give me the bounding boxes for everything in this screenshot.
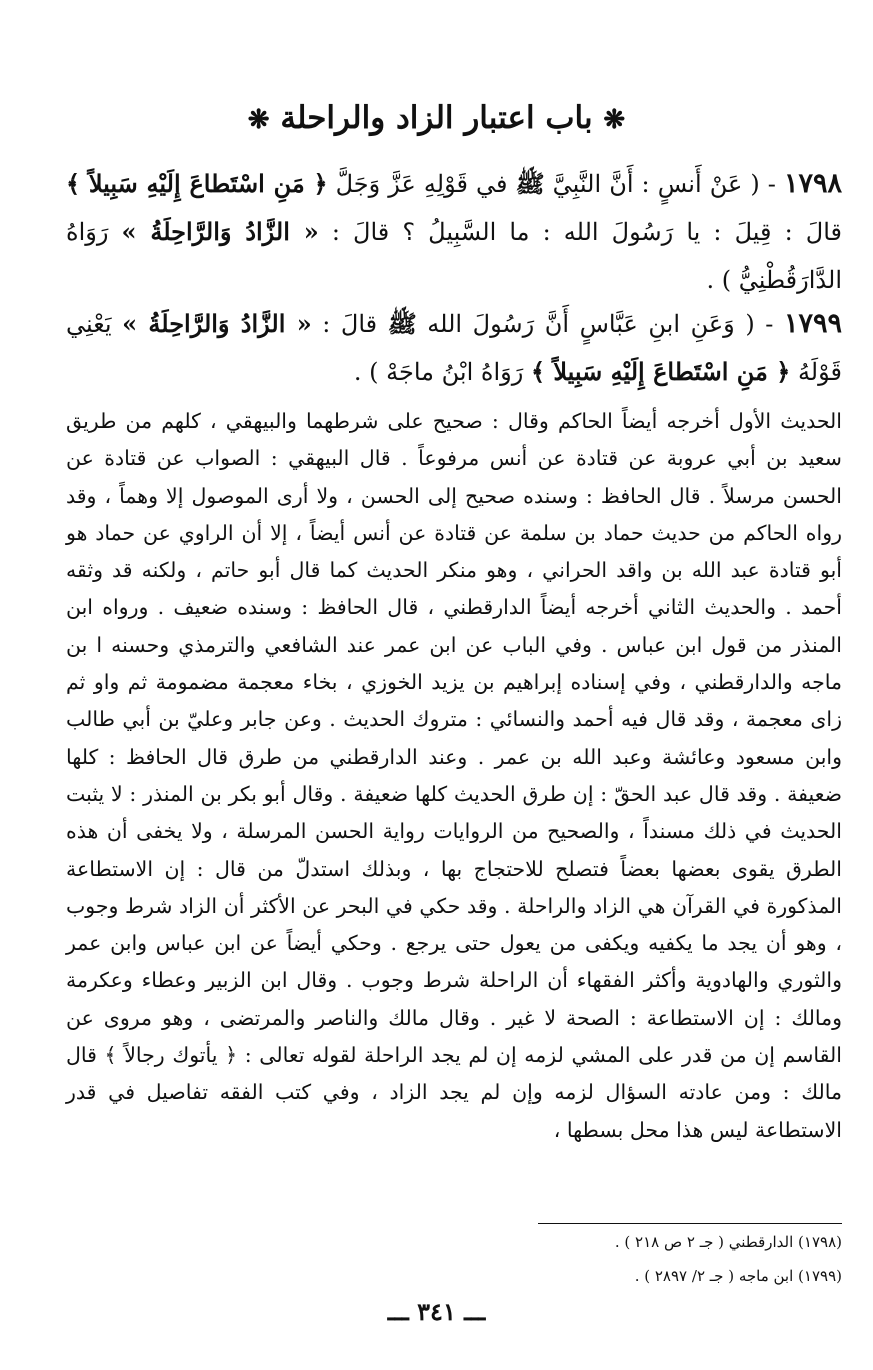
hadith-source: رَوَاهُ الدَّارَقُطْنِيُّ ) . [66, 218, 842, 294]
ornament-left-icon: ❋ [247, 105, 270, 135]
prophet-answer: « الزَّادُ وَالرَّاحِلَةُ » [121, 217, 319, 246]
quran-verse: ﴿ مَنِ اسْتَطاعَ إِلَيْهِ سَبِيلاً ﴾ [66, 169, 328, 198]
hadith-dash: - [754, 310, 784, 338]
footnote-divider [538, 1223, 842, 1224]
hadith-source: رَوَاهُ ابْنُ ماجَهْ ) . [353, 358, 531, 386]
salawat-glyph: ﷺ [515, 169, 545, 198]
footnote-1799: (١٧٩٩) ابن ماجه ( جـ ٢/ ٢٨٩٧ ) . [634, 1267, 842, 1285]
salawat-glyph: ﷺ [387, 309, 417, 338]
hadith-text: ( وَعَنِ ابنِ عَبَّاسٍ أَنَّ رَسُولَ الله [416, 310, 755, 338]
hadith-text: يَعْنِي قَوْلَهُ [66, 310, 842, 386]
hadith-number: ١٧٩٩ [783, 308, 842, 339]
prophet-answer: « الزَّادُ وَالرَّاحِلَةُ » [122, 309, 312, 338]
hadith-text: قالَ : قِيلَ : يا رَسُولَ الله : ما السَّبِيلُ ؟ قالَ : [318, 218, 842, 246]
quran-verse: ﴿ مَنِ اسْتَطاعَ إِلَيْهِ سَبِيلاً ﴾ [530, 357, 791, 386]
hadith-text: في قَوْلِهِ عَزَّ وَجَلَّ [327, 170, 516, 198]
hadith-text: قالَ : [311, 310, 388, 338]
ornament-right-icon: ❋ [603, 105, 626, 135]
hadith-dash: - [759, 170, 784, 198]
hadith-1798 [66, 160, 842, 304]
page-number: ـــ ٣٤١ ـــ [387, 1297, 486, 1326]
chapter-title-text: باب اعتبار الزاد والراحلة [280, 100, 593, 136]
hadith-number: ١٧٩٨ [783, 168, 842, 199]
hadith-1799 [66, 300, 842, 396]
commentary-paragraph: الحديث الأول أخرجه أيضاً الحاكم وقال : صحيح على شرطهما والبيهقي ، كلهم من طريق سعيد بن أبي عروبة عن قتادة عن أنس مرفوعاً . قال البيهقي : الصواب عن قتادة عن الحسن مرسلاً . قال الحافظ : وسنده صحيح إلى الحسن ، ولا أرى الموصول إلا وهماً ، وقد رواه الحاكم من حديث حماد بن سلمة عن قتادة عن أنس أيضاً ، إلا أن الراوي عن حماد هو أبو قتادة عبد الله بن واقد الحراني ، وهو منكر الحديث كما قال أبو حاتم ، ولكنه قد وثقه أحمد . والحديث الثاني أخرجه أيضاً الدارقطني ، قال الحافظ : وسنده ضعيف . ورواه ابن المنذر من قول ابن عباس . وفي الباب عن ابن عمر عند الشافعي والترمذي وحسنه ا بن ماجه والدارقطني ، وفي إسناده إبراهيم بن يزيد الخوزي ، بخاء معجمة مضمومة ثم واو ثم زاى معجمة ، وقد قال فيه أحمد والنسائي : متروك الحديث . وعن جابر وعليّ بن أبي طالب وابن مسعود وعائشة وعبد الله بن عمر . وعند الدارقطني من طرق قال الحافظ : كلها ضعيفة . وقد قال عبد الحقّ : إن طرق الحديث كلها ضعيفة . وقال أبو بكر بن المنذر : لا يثبت الحديث في ذلك مسنداً ، والصحيح من الروايات رواية الحسن المرسلة ، ولا يخفى أن هذه الطرق يقوى بعضها بعضاً فتصلح للاحتجاج بها ، وبذلك استدلّ من قال : إن الاستطاعة المذكورة في القرآن هي الزاد والراحلة . وقد حكي في البحر عن الأكثر أن الزاد شرط وجوب ، وهو أن يجد ما يكفيه ويكفى من يعول حتى يرجع . وحكي أيضاً عن ابن عباس وابن عمر والثوري والهادوية وأكثر الفقهاء أن الراحلة شرط وجوب . وقال ابن الزبير وعطاء وعكرمة ومالك : إن الاستطاعة : الصحة لا غير . وقال مالك والناصر والمرتضى ، وهو مروى عن القاسم إن من قدر على المشي لزمه إن لم يجد الراحلة لقوله تعالى : ﴿ يأتوك رجالاً ﴾ قال مالك : ومن عادته السؤال لزمه وإن لم يجد الزاد ، وفي كتب الفقه تفاصيل في قدر الاستطاعة ليس هذا محل بسطها ، [66, 409, 842, 1142]
hadith-text: ( عَنْ أَنسٍ : أَنَّ النَّبِيَّ [544, 170, 760, 198]
chapter-title [0, 98, 873, 140]
footnote-1798: (١٧٩٨) الدارقطني ( جـ ٢ ص ٢١٨ ) . [614, 1233, 842, 1251]
